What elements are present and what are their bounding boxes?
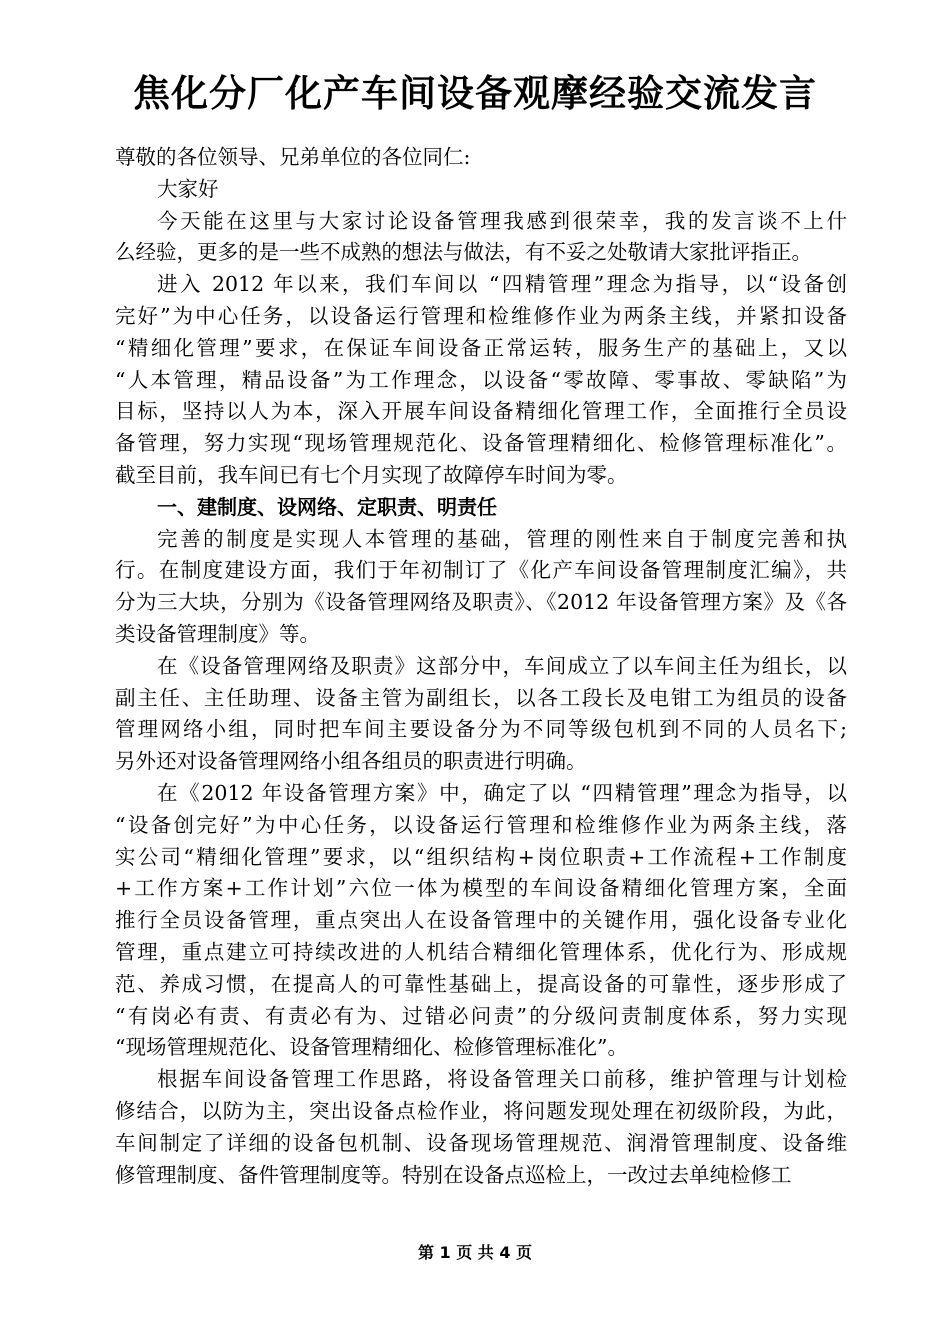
paragraph-line: “设备创完好”为中心任务，以设备运行管理和检维修作业为两条主线，落 xyxy=(115,812,847,837)
paragraph-line: 分为三大块，分别为《设备管理网络及职责》、《2012 年设备管理方案》及《各 xyxy=(115,590,847,615)
paragraph-line: “现场管理规范化、设备管理精细化、检修管理标准化”。 xyxy=(115,1035,628,1060)
paragraph-line: 今天能在这里与大家讨论设备管理我感到很荣幸，我的发言谈不上什 xyxy=(157,208,847,233)
paragraph xyxy=(115,651,847,778)
paragraph-line: 管理，重点建立可持续改进的人机结合精细化管理体系，优化行为、形成规 xyxy=(115,939,847,964)
paragraph-line: 修管理制度、备件管理制度等。特别在设备点巡检上，一改过去单纯检修工 xyxy=(115,1162,792,1187)
paragraph-line: “精细化管理”要求，在保证车间设备正常运转，服务生产的基础上，又以 xyxy=(115,335,847,360)
paragraph-line: 行。在制度建设方面，我们于年初制订了《化产车间设备管理制度汇编》，共 xyxy=(115,558,847,583)
paragraph xyxy=(115,1064,847,1191)
paragraph-line: 范、养成习惯，在提高人的可靠性基础上，提高设备的可靠性，逐步形成了 xyxy=(115,971,847,996)
paragraph-line: 么经验，更多的是一些不成熟的想法与做法，有不妥之处敬请大家批评指正。 xyxy=(115,240,812,265)
document-body xyxy=(115,142,847,1191)
section-heading-text: 一、建制度、设网络、定职责、明责任 xyxy=(157,494,497,519)
paragraph-line: 在《2012 年设备管理方案》中，确定了以 “四精管理”理念为指导，以 xyxy=(157,780,847,805)
greeting: 大家好 xyxy=(157,176,219,201)
paragraph-container xyxy=(115,206,847,1192)
paragraph-line: 进入 2012 年以来，我们车间以 “四精管理”理念为指导，以“设备创 xyxy=(157,272,847,297)
paragraph-line: 完善的制度是实现人本管理的基础，管理的刚性来自于制度完善和执 xyxy=(157,526,847,551)
paragraph-line: 在《设备管理网络及职责》这部分中，车间成立了以车间主任为组长，以 xyxy=(157,653,847,678)
paragraph-line: 根据车间设备管理工作思路，将设备管理关口前移，维护管理与计划检 xyxy=(157,1067,847,1092)
paragraph-line: 副主任、主任助理、设备主管为副组长，以各工段长及电钳工为组员的设备 xyxy=(115,685,847,710)
document-title: 焦化分厂化产车间设备观摩经验交流发言 xyxy=(133,72,817,115)
paragraph xyxy=(115,206,847,270)
paragraph-line: 车间制定了详细的设备包机制、设备现场管理规范、润滑管理制度、设备维 xyxy=(115,1130,847,1155)
paragraph-line: “人本管理，精品设备”为工作理念，以设备“零故障、零事故、零缺陷”为 xyxy=(115,367,847,392)
paragraph xyxy=(115,778,847,1064)
salutation: 尊敬的各位领导、兄弟单位的各位同仁: xyxy=(115,145,471,169)
paragraph-line: 管理网络小组，同时把车间主要设备分为不同等级包机到不同的人员名下; xyxy=(115,717,847,742)
paragraph-line: 截至目前，我车间已有七个月实现了故障停车时间为零。 xyxy=(115,462,628,487)
paragraph-line: 实公司“精细化管理”要求，以“组织结构+岗位职责+工作流程+工作制度 xyxy=(115,844,847,869)
paragraph-line: “有岗必有责、有责必有为、过错必问责”的分级问责制度体系，努力实现 xyxy=(115,1003,847,1028)
paragraph-line: 完好”为中心任务，以设备运行管理和检维修作业为两条主线，并紧扣设备 xyxy=(115,303,847,328)
section-heading xyxy=(115,492,847,524)
paragraph xyxy=(115,524,847,651)
paragraph-line: 备管理，努力实现“现场管理规范化、设备管理精细化、检修管理标准化”。 xyxy=(115,431,847,456)
paragraph xyxy=(115,269,847,492)
paragraph-line: 另外还对设备管理网络小组各组员的职责进行明确。 xyxy=(115,749,587,774)
paragraph-line: 目标，坚持以人为本，深入开展车间设备精细化管理工作，全面推行全员设 xyxy=(115,399,847,424)
paragraph-line: 类设备管理制度》等。 xyxy=(115,621,320,646)
paragraph-line: 修结合，以防为主，突出设备点检作业，将问题发现处理在初级阶段，为此， xyxy=(115,1098,847,1123)
paragraph-line: +工作方案+工作计划”六位一体为模型的车间设备精细化管理方案，全面 xyxy=(115,876,847,901)
page-footer: 第 1 页 共 4 页 xyxy=(417,1243,533,1262)
paragraph-line: 推行全员设备管理，重点突出人在设备管理中的关键作用，强化设备专业化 xyxy=(115,908,847,933)
